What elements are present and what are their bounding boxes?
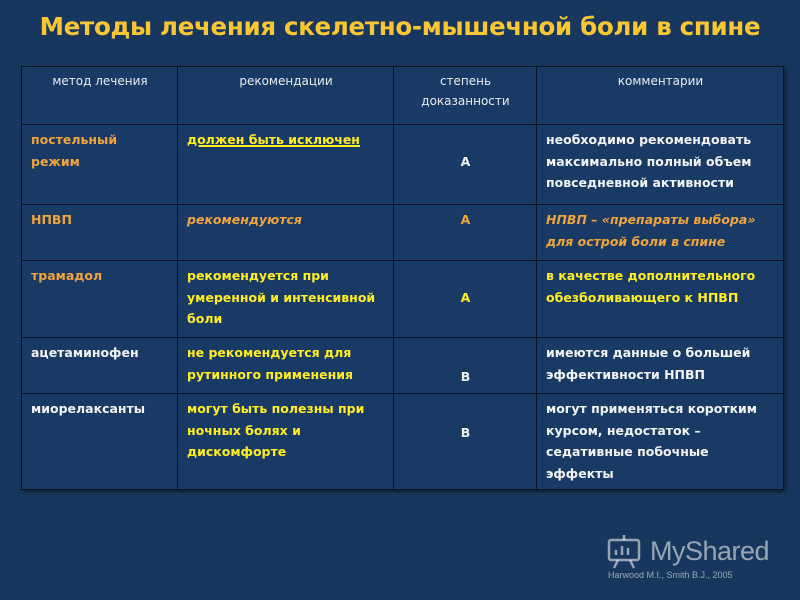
presentation-board-icon bbox=[606, 534, 646, 570]
table-row bbox=[22, 338, 784, 394]
watermark-text: MyShared bbox=[650, 536, 770, 566]
recommendation-cell bbox=[178, 125, 394, 205]
grade-cell: B bbox=[394, 394, 537, 490]
recommendation-cell: рекомендуются bbox=[178, 205, 394, 261]
source-credit: Harwood M.I., Smith B.J., 2005 bbox=[608, 570, 733, 580]
method-cell: миорелаксанты bbox=[22, 394, 178, 490]
table-row bbox=[22, 394, 784, 490]
myshared-watermark bbox=[606, 534, 796, 574]
header-method: метод лечения bbox=[22, 67, 178, 125]
comment-cell: НПВП – «препараты выбора» для острой боли в спине bbox=[537, 205, 784, 261]
method-cell: постельный режим bbox=[22, 125, 178, 205]
comment-cell: имеются данные о большей эффективности НПВП bbox=[537, 338, 784, 394]
method-cell: НПВП bbox=[22, 205, 178, 261]
comment-cell: необходимо рекомендовать максимально полный объем повседневной активности bbox=[537, 125, 784, 205]
grade-cell: A bbox=[394, 261, 537, 338]
slide-title: Методы лечения скелетно-мышечной боли в спине bbox=[39, 12, 761, 41]
table-row bbox=[22, 205, 784, 261]
table-header-row bbox=[22, 67, 784, 125]
comment-cell: могут применяться коротким курсом, недостаток – седативные побочные эффекты bbox=[537, 394, 784, 490]
grade-cell: A bbox=[394, 125, 537, 205]
grade-cell: B bbox=[394, 338, 537, 394]
table-row bbox=[22, 261, 784, 338]
recommendation-cell: не рекомендуется для рутинного применения bbox=[178, 338, 394, 394]
header-evidence: степень доказанности bbox=[394, 67, 537, 125]
method-cell: ацетаминофен bbox=[22, 338, 178, 394]
recommendation-cell: рекомендуется при умеренной и интенсивной боли bbox=[178, 261, 394, 338]
header-recommendations: рекомендации bbox=[178, 67, 394, 125]
treatment-table bbox=[21, 66, 784, 490]
table-row bbox=[22, 125, 784, 205]
header-comments: комментарии bbox=[537, 67, 784, 125]
comment-cell: в качестве дополнительного обезболивающего к НПВП bbox=[537, 261, 784, 338]
recommendation-text: должен быть исключен bbox=[187, 132, 360, 147]
method-cell: трамадол bbox=[22, 261, 178, 338]
recommendation-cell: могут быть полезны при ночных болях и дискомфорте bbox=[178, 394, 394, 490]
grade-cell: A bbox=[394, 205, 537, 261]
